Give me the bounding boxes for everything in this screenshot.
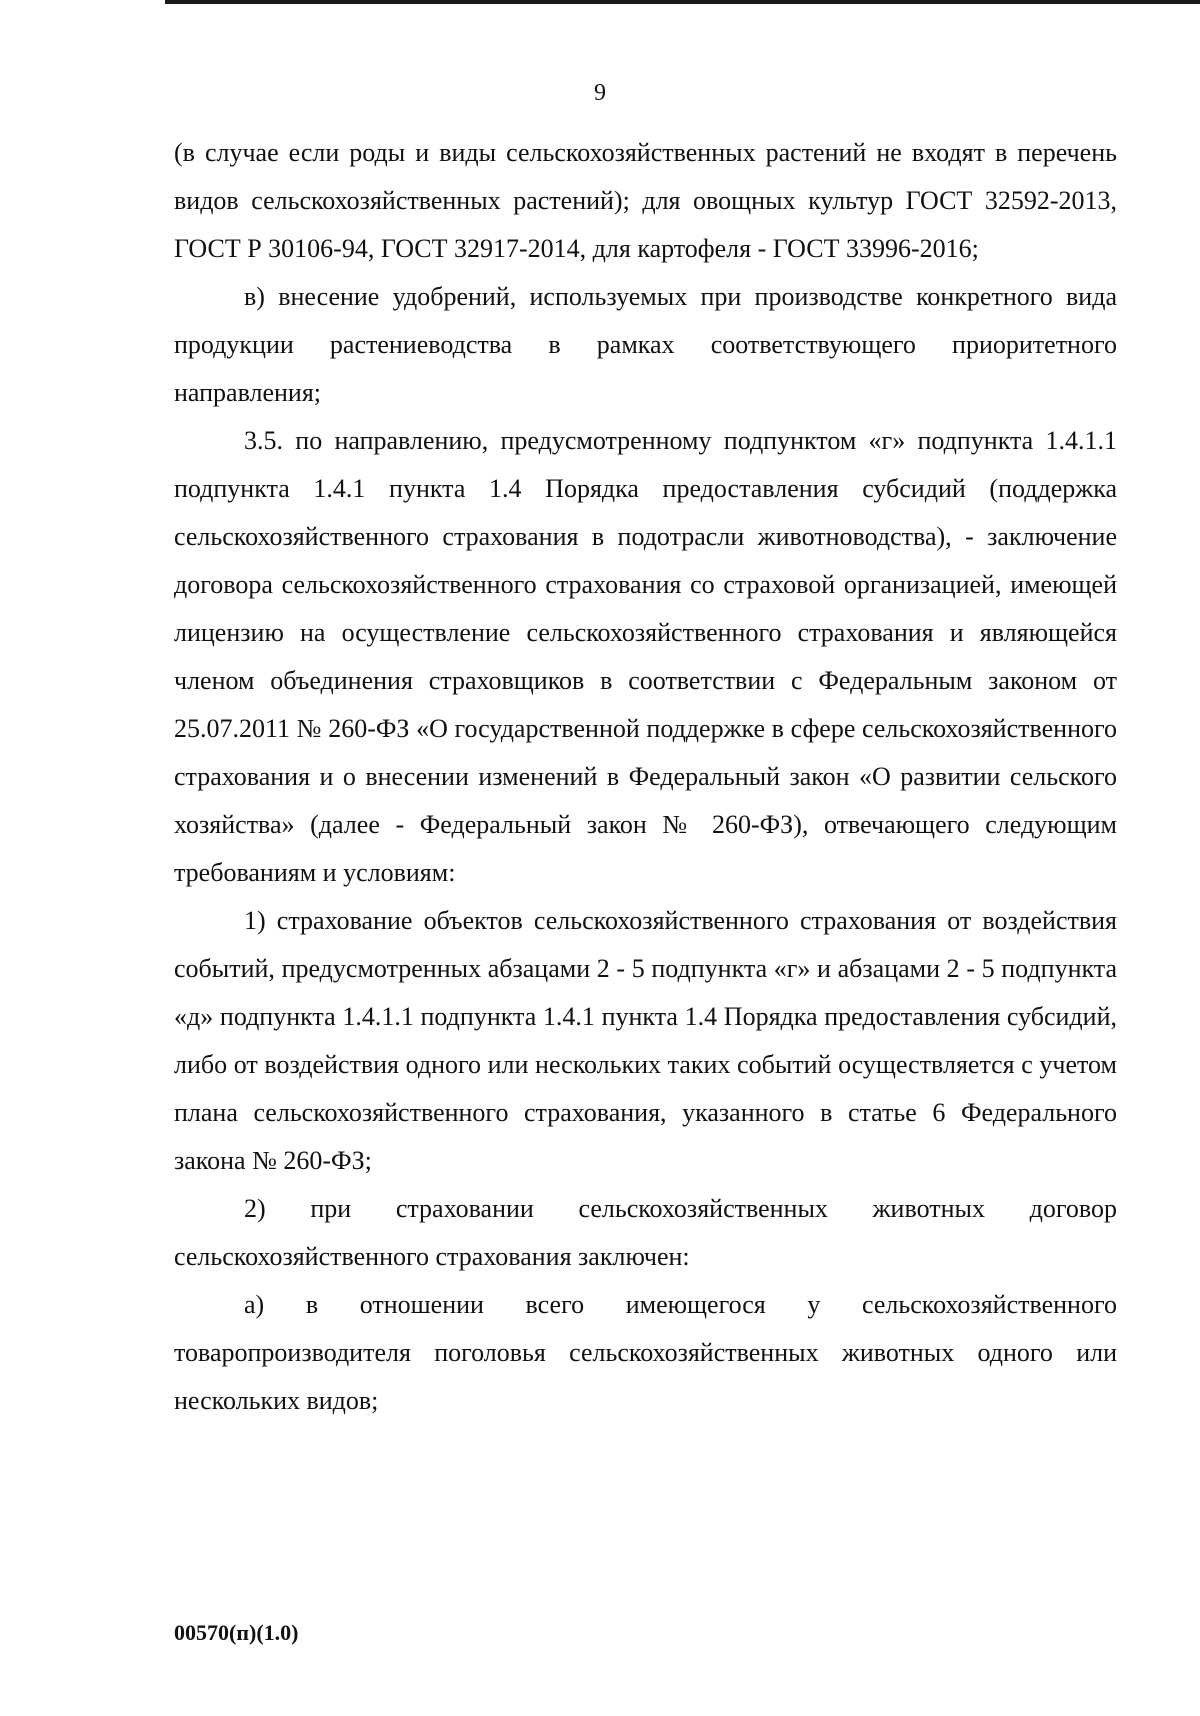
paragraph-item-1: 1) страхование объектов сельскохозяйственного страхования от воздействия событий, предусмотренных абзацами 2 - 5 подпункта «г» и абзацами 2 - 5 подпункта «д» подпункта 1.4.1.1 подпункта 1.4.1 пункта 1.4 Порядка предоставления субсидий, либо от воздействия одного или нескольких таких событий осуществляется с учетом плана сельскохозяйственного страхования, указанного в статье 6 Федерального закона № 260-ФЗ;: [174, 906, 1117, 1175]
paragraph-item-2: 2) при страховании сельскохозяйственных животных договор сельскохозяйственного страхования заключен:: [174, 1194, 1117, 1271]
paragraph-item-v: в) внесение удобрений, используемых при производстве конкретного вида продукции растениеводства в рамках соответствующего приоритетного направления;: [174, 282, 1117, 407]
document-body: [174, 129, 1117, 1425]
page-number: 9: [594, 80, 606, 106]
paragraph-item-a: а) в отношении всего имеющегося у сельскохозяйственного товаропроизводителя поголовья сельскохозяйственных животных одного или нескольких видов;: [174, 1290, 1117, 1415]
top-border-line: [165, 0, 1200, 4]
paragraph-3-5: 3.5. по направлению, предусмотренному подпунктом «г» подпункта 1.4.1.1 подпункта 1.4.1 пункта 1.4 Порядка предоставления субсидий (поддержка сельскохозяйственного страхования в подотрасли животноводства), - заключение договора сельскохозяйственного страхования со страховой организацией, имеющей лицензию на осуществление сельскохозяйственного страхования и являющейся членом объединения страховщиков в соответствии с Федеральным законом от 25.07.2011 № 260-ФЗ «О государственной поддержке в сфере сельскохозяйственного страхования и о внесении изменений в Федеральный закон «О развитии сельского хозяйства» (далее - Федеральный закон № 260-ФЗ), отвечающего следующим требованиям и условиям:: [174, 426, 1117, 887]
paragraph-continuation: (в случае если роды и виды сельскохозяйственных растений не входят в перечень видов сельскохозяйственных растений); для овощных культур ГОСТ 32592-2013, ГОСТ Р 30106-94, ГОСТ 32917-2014, для картофеля - ГОСТ 33996-2016;: [174, 138, 1117, 263]
document-code: 00570(п)(1.0): [174, 1620, 299, 1645]
